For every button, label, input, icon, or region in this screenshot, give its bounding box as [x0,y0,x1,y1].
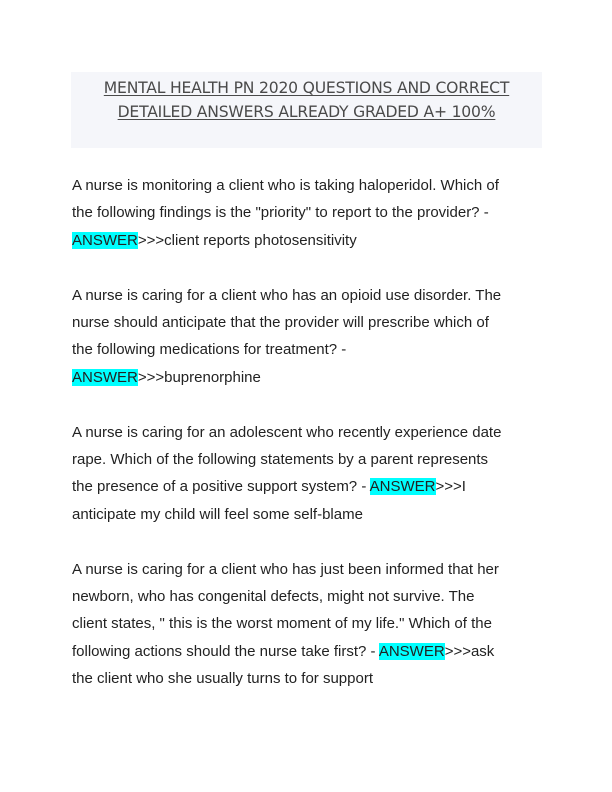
qa-item-1 [72,172,542,254]
question-text-line: nurse should anticipate that the provider will prescribe which of [72,314,489,332]
answer-lead-text: the presence of a positive support system? - [72,478,370,496]
qa-item-3 [72,419,542,529]
answer-line [72,364,542,391]
question-text-line: A nurse is caring for an adolescent who recently experience date [72,423,502,441]
answer-highlight: ANSWER [369,478,436,496]
question-answer-list [72,172,542,720]
answer-text: >>>client reports photosensitivity [137,231,357,249]
answer-text: >>>buprenorphine [137,368,261,386]
question-text-line: the following medications for treatment? - [72,341,347,359]
qa-item-4 [72,556,542,693]
answer-continuation-text: the client who she usually turns to for support [72,670,373,688]
question-text-line: A nurse is caring for a client who has an opioid use disorder. The [72,286,502,304]
question-text-line: A nurse is monitoring a client who is taking haloperidol. Which of [72,177,499,194]
answer-line [72,473,542,500]
answer-line [72,638,542,665]
answer-highlight: ANSWER [378,642,445,660]
document-title-box [71,72,542,148]
answer-continuation-text: anticipate my child will feel some self-blame [72,505,363,523]
answer-text: >>>I [435,478,466,496]
question-text-line: the following findings is the "priority" to report to the provider? - [72,204,489,222]
question-text-line: A nurse is caring for a client who has just been informed that her [72,560,499,578]
document-title-line-2: DETAILED ANSWERS ALREADY GRADED A+ 100% [117,103,496,121]
qa-item-2 [72,282,542,392]
answer-text: >>>ask [444,642,495,660]
answer-highlight: ANSWER [72,368,138,386]
question-text-line: rape. Which of the following statements by a parent represents [72,451,489,469]
document-title-line-1: MENTAL HEALTH PN 2020 QUESTIONS AND CORRECT [103,79,510,97]
question-text-line: newborn, who has congenital defects, might not survive. The [72,588,475,606]
answer-lead-text: following actions should the nurse take first? - [72,642,379,660]
answer-highlight: ANSWER [72,231,138,249]
question-text-line: client states, " this is the worst moment of my life." Which of the [72,615,492,633]
answer-line [72,227,542,254]
